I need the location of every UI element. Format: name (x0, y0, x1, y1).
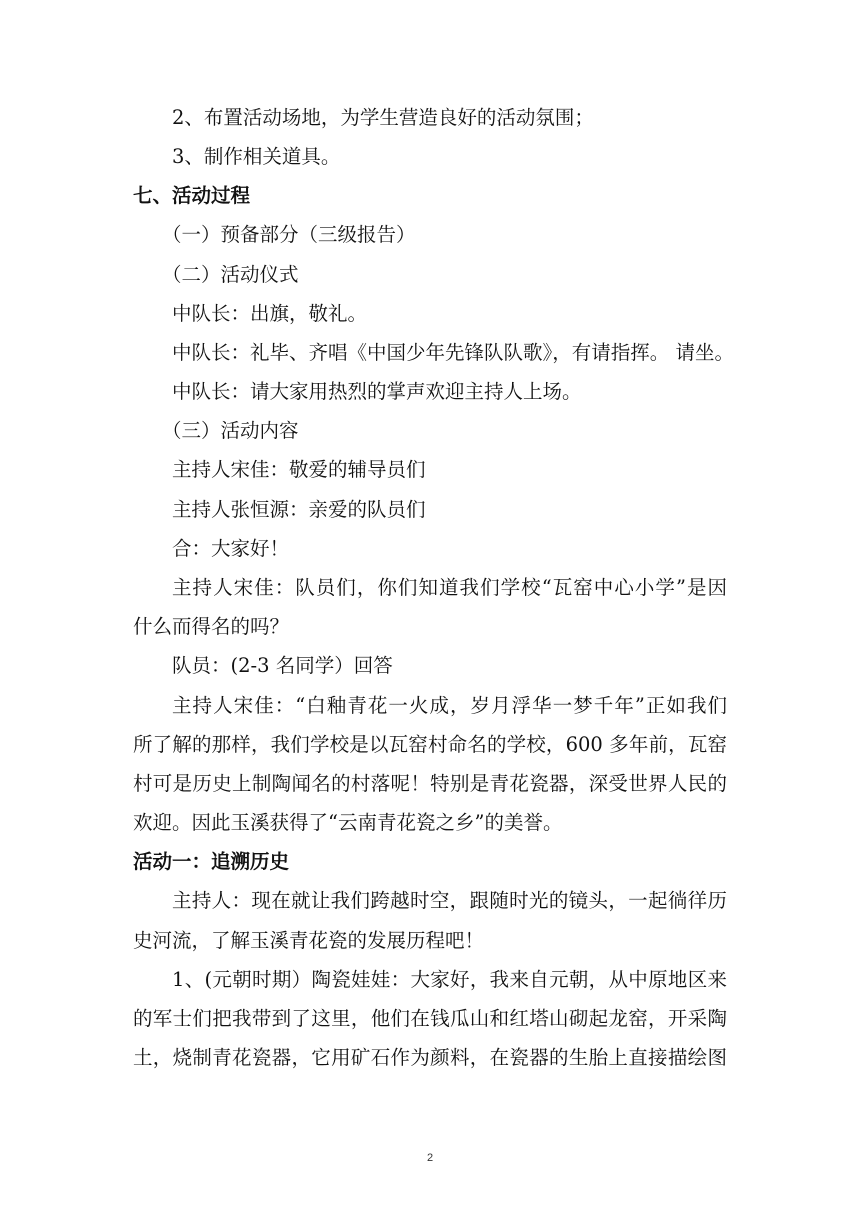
text-line: 的军士们把我带到了这里，他们在钱瓜山和红塔山砌起龙窑，开采陶 (133, 1007, 727, 1030)
activity-heading: 活动一：追溯历史 (133, 850, 290, 873)
text-line: 主持人宋佳：队员们，你们知道我们学校“瓦窑中心小学”是因 (172, 576, 727, 599)
text-line: 1、(元朝时期）陶瓷娃娃：大家好，我来自元朝，从中原地区来 (172, 968, 727, 991)
text-line: 队员：(2-3 名同学）回答 (172, 654, 393, 677)
text-line: 土，烧制青花瓷器，它用矿石作为颜料，在瓷器的生胎上直接描绘图 (133, 1046, 727, 1069)
text-line: 主持人张恒源：亲爱的队员们 (172, 498, 426, 521)
page-number: 2 (426, 1152, 434, 1164)
text-line: 3、制作相关道具。 (172, 145, 341, 168)
text-line: 主持人宋佳：敬爱的辅导员们 (172, 458, 426, 481)
text-line: 主持人：现在就让我们跨越时空，跟随时光的镜头，一起徜徉历 (172, 889, 727, 912)
text-line: 主持人宋佳：“白釉青花一火成，岁月浮华一梦千年”正如我们 (172, 694, 727, 717)
text-line: 欢迎。因此玉溪获得了“云南青花瓷之乡”的美誉。 (133, 811, 563, 834)
text-line: 合：大家好！ (172, 537, 290, 560)
text-line: 中队长：请大家用热烈的掌声欢迎主持人上场。 (172, 380, 582, 403)
text-line: 史河流，了解玉溪青花瓷的发展历程吧！ (133, 929, 485, 952)
subsection-heading: （二）活动仪式 (162, 263, 299, 286)
text-line: 中队长：礼毕、齐唱《中国少年先锋队队歌》，有请指挥。 请坐。 (172, 341, 734, 364)
subsection-heading: （三）活动内容 (162, 419, 299, 442)
section-heading: 七、活动过程 (133, 184, 251, 207)
text-line: 2、布置活动场地，为学生营造良好的活动氛围； (172, 106, 594, 129)
text-line: 所了解的那样，我们学校是以瓦窑村命名的学校，600 多年前，瓦窑 (133, 733, 727, 756)
text-line: 村可是历史上制陶闻名的村落呢！特别是青花瓷器，深受世界人民的 (133, 772, 727, 795)
text-line: 什么而得名的吗？ (133, 615, 290, 638)
text-line: 中队长：出旗，敬礼。 (172, 302, 368, 325)
subsection-heading: （一）预备部分（三级报告） (162, 223, 416, 246)
